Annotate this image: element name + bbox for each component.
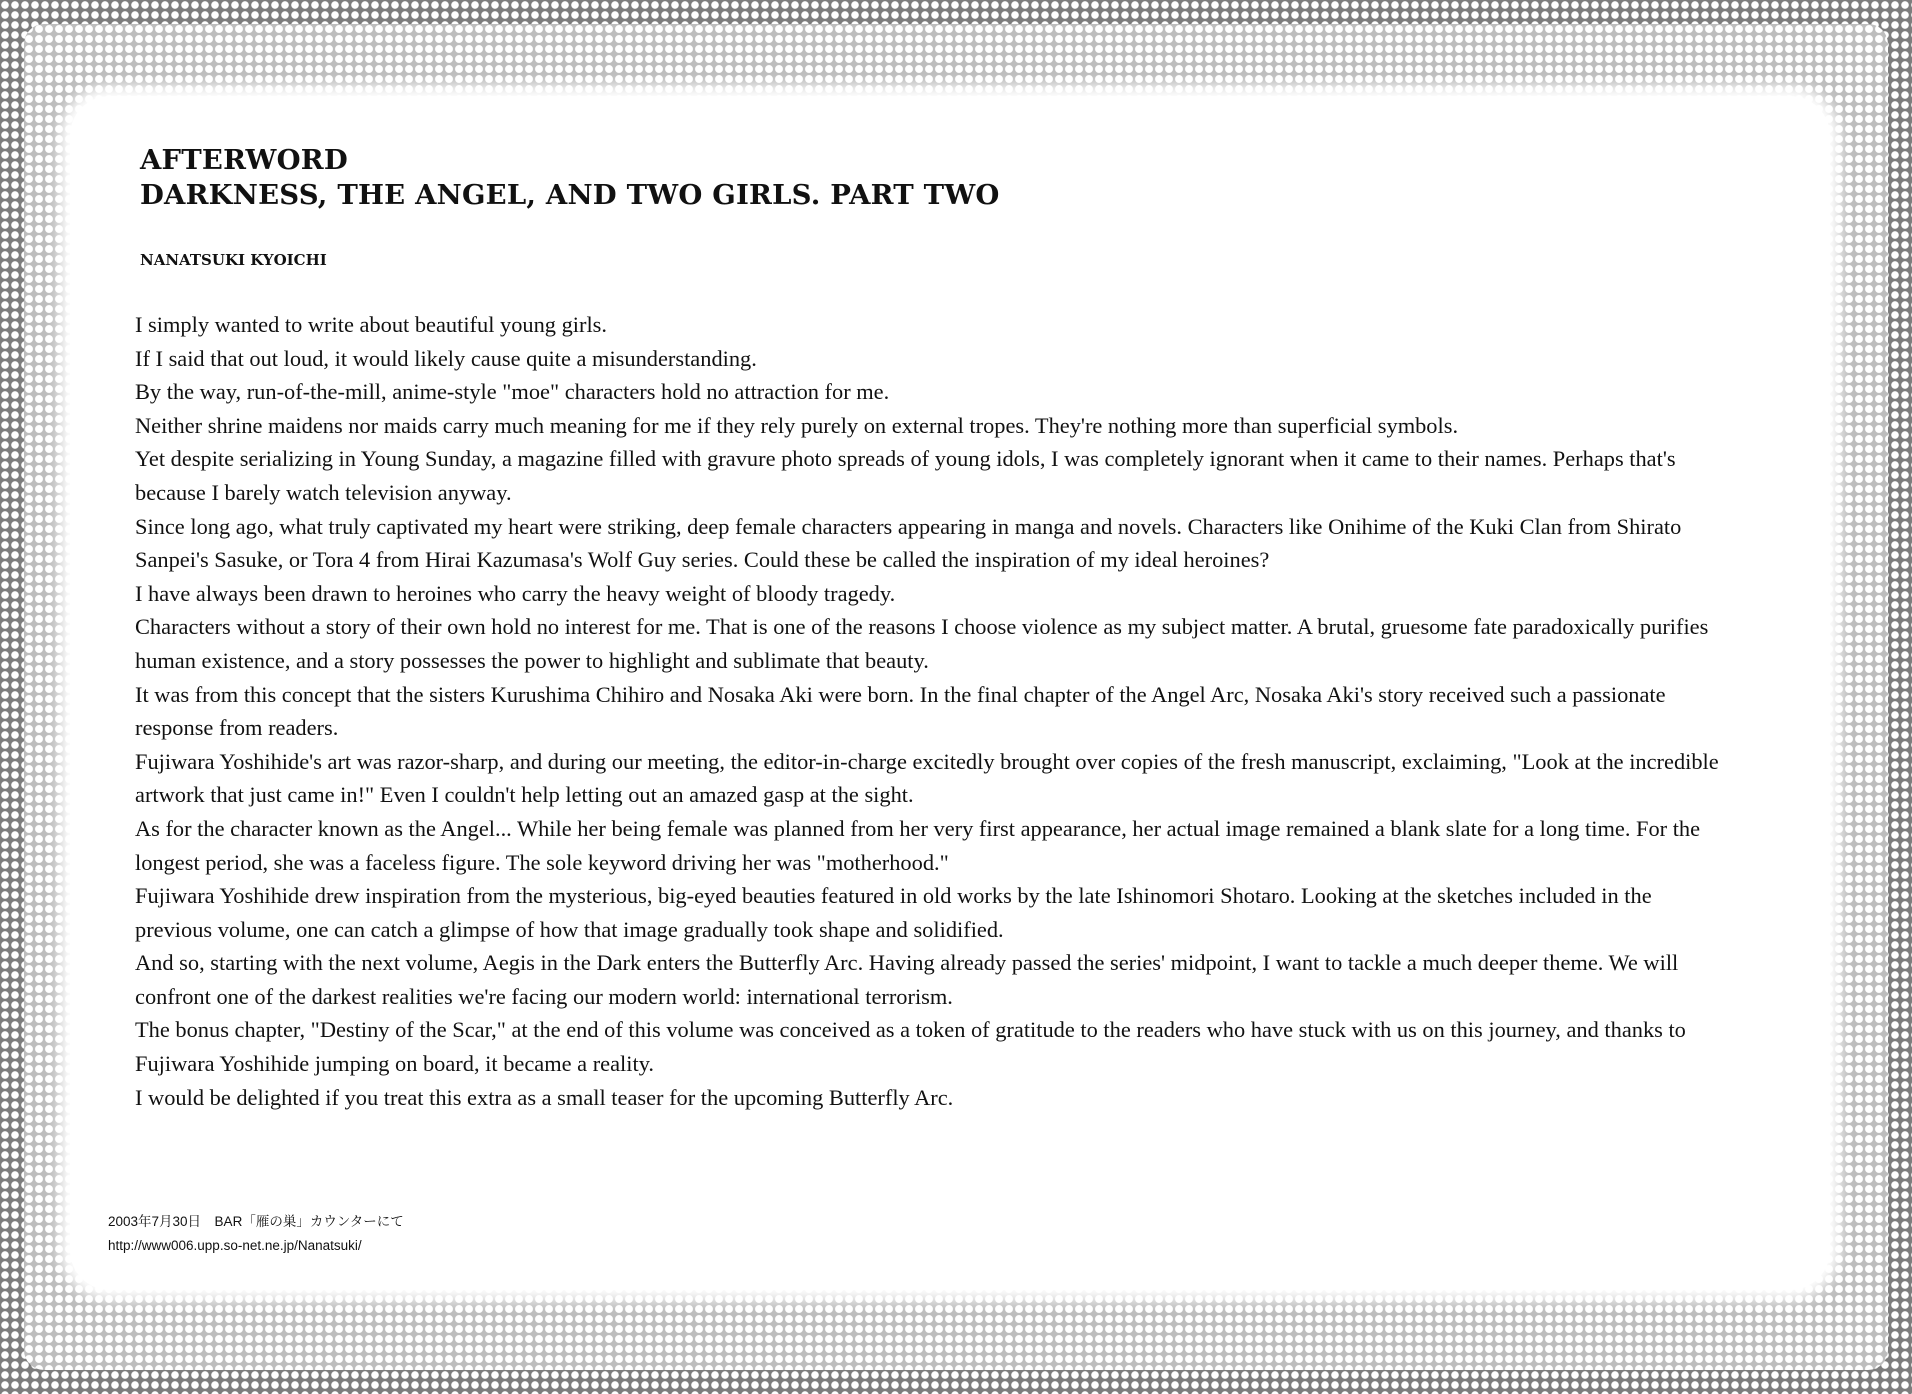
afterword-body — [135, 308, 1725, 1114]
paragraph: Fujiwara Yoshihide's art was razor-sharp, and during our meeting, the editor-in-charge excitedly brought over copies of the fresh manuscript, exclaiming, "Look at the incredible artwork that just came in!" Even I couldn't help letting out an amazed gasp at the sight. — [135, 748, 1719, 808]
paragraph: And so, starting with the next volume, Aegis in the Dark enters the Butterfly Arc. Having already passed the series' midpoint, I want to tackle a much deeper theme. We will confront one of the darkest realities we're facing our modern world: international terrorism. — [135, 950, 1679, 1009]
paragraph: As for the character known as the Angel... While her being female was planned from her very first appearance, her actual image remained a blank slate for a long time. For the longest period, she was a faceless figure. The sole keyword driving her was "motherhood." — [135, 815, 1701, 875]
paragraph: If I said that out loud, it would likely cause quite a misunderstanding. — [135, 345, 757, 371]
paragraph: Fujiwara Yoshihide drew inspiration from the mysterious, big-eyed beauties featured in old works by the late Ishinomori Shotaro. Looking at the sketches included in the previous volume, one can catch a glimpse of how that image gradually took shape and solidified. — [135, 883, 1652, 942]
date-location-line: 2003年7月30日 BAR「雁の巣」カウンターにて — [108, 1214, 404, 1229]
afterword-heading — [140, 143, 1000, 213]
author-name: NANATSUKI KYOICHI — [140, 251, 327, 269]
heading-line-1: AFTERWORD — [140, 144, 348, 176]
paragraph: Neither shrine maidens nor maids carry much meaning for me if they rely purely on external tropes. They're nothing more than superficial symbols. — [135, 412, 1459, 438]
paragraph: Characters without a story of their own hold no interest for me. That is one of the reasons I choose violence as my subject matter. A brutal, gruesome fate paradoxically purifies human existence, and a story possesses the power to highlight and sublimate that beauty. — [135, 614, 1709, 673]
paragraph: The bonus chapter, "Destiny of the Scar," at the end of this volume was conceived as a token of gratitude to the readers who have stuck with us on this journey, and thanks to Fujiwara Yoshihide jumping on board, it became a reality. — [135, 1017, 1686, 1077]
paragraph: It was from this concept that the sisters Kurushima Chihiro and Nosaka Aki were born. In the final chapter of the Angel Arc, Nosaka Aki's story received such a passionate response from readers. — [135, 681, 1666, 741]
website-url: http://www006.upp.so-net.ne.jp/Nanatsuki/ — [108, 1238, 362, 1253]
paragraph: I would be delighted if you treat this extra as a small teaser for the upcoming Butterfly Arc. — [135, 1084, 954, 1110]
paragraph: I simply wanted to write about beautiful young girls. — [135, 312, 607, 337]
paragraph: I have always been drawn to heroines who carry the heavy weight of bloody tragedy. — [135, 580, 896, 606]
paragraph: Since long ago, what truly captivated my heart were striking, deep female characters appearing in manga and novels. Characters like Onihime of the Kuki Clan from Shirato Sanpei's Sasuke, or Tora 4 from Hirai Kazumasa's Wolf Guy series. Could these be called the inspiration of my ideal heroines? — [135, 513, 1682, 573]
footer-note — [108, 1210, 404, 1258]
paragraph: Yet despite serializing in Young Sunday, a magazine filled with gravure photo spreads of young idols, I was completely ignorant when it came to their names. Perhaps that's because I barely watch television anyway. — [135, 446, 1676, 505]
heading-line-2: DARKNESS, THE ANGEL, AND TWO GIRLS. PART TWO — [140, 179, 1000, 211]
paragraph: By the way, run-of-the-mill, anime-style "moe" characters hold no attraction for me. — [135, 379, 890, 405]
